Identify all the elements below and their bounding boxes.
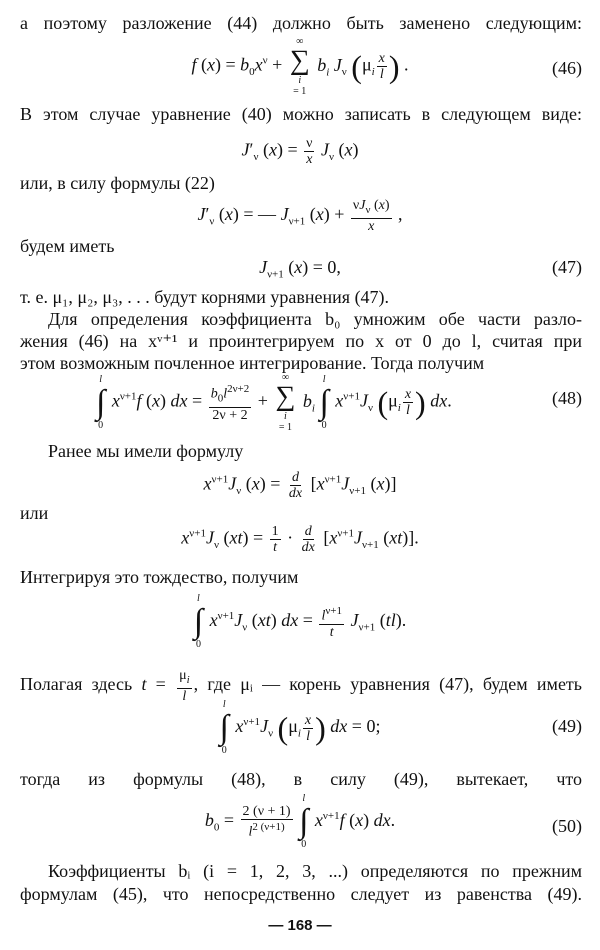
equation: $J'_\nu$ (x) = $\frac{\nu}{x}$ $J_\nu$ (x) [241, 136, 359, 167]
text-line: В этом случае уравнение (40) можно записать в следующем виде: [20, 104, 582, 124]
equation-number: (48) [552, 388, 582, 408]
equation: $J'_\nu$ (x) = — $J_{\nu+1}$ (x) + $\frac{\nu J_\nu (x)}{x}$ , [197, 198, 403, 234]
text-line: тогда из формулы (48), в силу (49), вытекает, что [20, 769, 582, 789]
text-line: жения (46) на xᵛ⁺¹ и проинтегрируем по x от 0 до l, считая при [20, 331, 582, 351]
equation: $x^{\nu+1}J_\nu$ (xt) = $\frac{1}{t}$ · $\frac{d}{dx}$ [$x^{\nu+1}J_{\nu+1}$ (xt)]. [181, 524, 419, 555]
text-line: Коэффициенты bᵢ (i = 1, 2, 3, ...) определяются по прежним [48, 861, 582, 881]
text-line: или, в силу формулы (22) [20, 173, 215, 193]
page-number: — 168 — [268, 917, 332, 934]
text-line: т. е. μ₁, μ₂, μ₃, . . . будут корнями уравнения (47). [20, 287, 390, 307]
text-line: или [20, 503, 49, 523]
equation-number: (47) [552, 257, 582, 277]
equation: l ∫ 0 $x^{\nu+1}J_\nu$ (xt) dx = $\frac{l^{\nu+1}}{t}$ $J_{\nu+1}$ (tl). [193, 593, 407, 650]
equation: $x^{\nu+1}J_\nu$ (x) = $\frac{d}{dx}$ [$x^{\nu+1}J_{\nu+1}$ (x)] [203, 470, 397, 501]
text-line: Ранее мы имели формулу [48, 441, 244, 461]
text-line: будем иметь [20, 236, 115, 256]
text-line: а поэтому разложение (44) должно быть заменено следующим: [20, 13, 582, 33]
equation-46: f $(x) = b_0x^\nu$ + ∞ ∑ i = 1 $b_i$ $J_\nu$ ($\mu_i$ $\frac{x}{l}$ ) . [191, 36, 409, 97]
equation-number: (50) [552, 816, 582, 836]
text-line: Для определения коэффициента b₀ умножим обе части разло- [48, 309, 582, 329]
equation-number: (49) [552, 716, 582, 736]
text-line: этом возможным почленное интегрирование. Тогда получим [20, 353, 485, 373]
equation-48: l ∫ 0 $x^{\nu+1}f$ (x) dx = $\frac{b_0l^{2\nu+2}}{2\nu + 2}$ + ∞ ∑ i = 1 $b_i$ l ∫ 0 $x^{\nu+1}J_\nu$ ($\mu_i$ $\frac{x}{l}$ ) dx. [96, 372, 452, 433]
text-line: Полагая здесь t = $\frac{\mu_i}{l}$ , где μᵢ — корень уравнения (47), будем иметь [20, 668, 583, 704]
equation-49: l ∫ 0 $x^{\nu+1}J_\nu$ ($\mu_i$ $\frac{x}{l}$ ) dx = 0; [219, 699, 381, 756]
text-line: формулам (45), что непосредственно следует из равенства (49). [20, 884, 582, 904]
equation-50: $b_0$ = $\frac{2 (\nu + 1)}{l^{2 (\nu+1)}}$ l ∫ 0 $x^{\nu+1}f$ (x) dx. [204, 793, 396, 850]
equation-47: $J_{\nu+1}$ (x) = 0, [259, 257, 341, 281]
text-line: Интегрируя это тождество, получим [20, 567, 299, 587]
equation-number: (46) [552, 58, 582, 78]
